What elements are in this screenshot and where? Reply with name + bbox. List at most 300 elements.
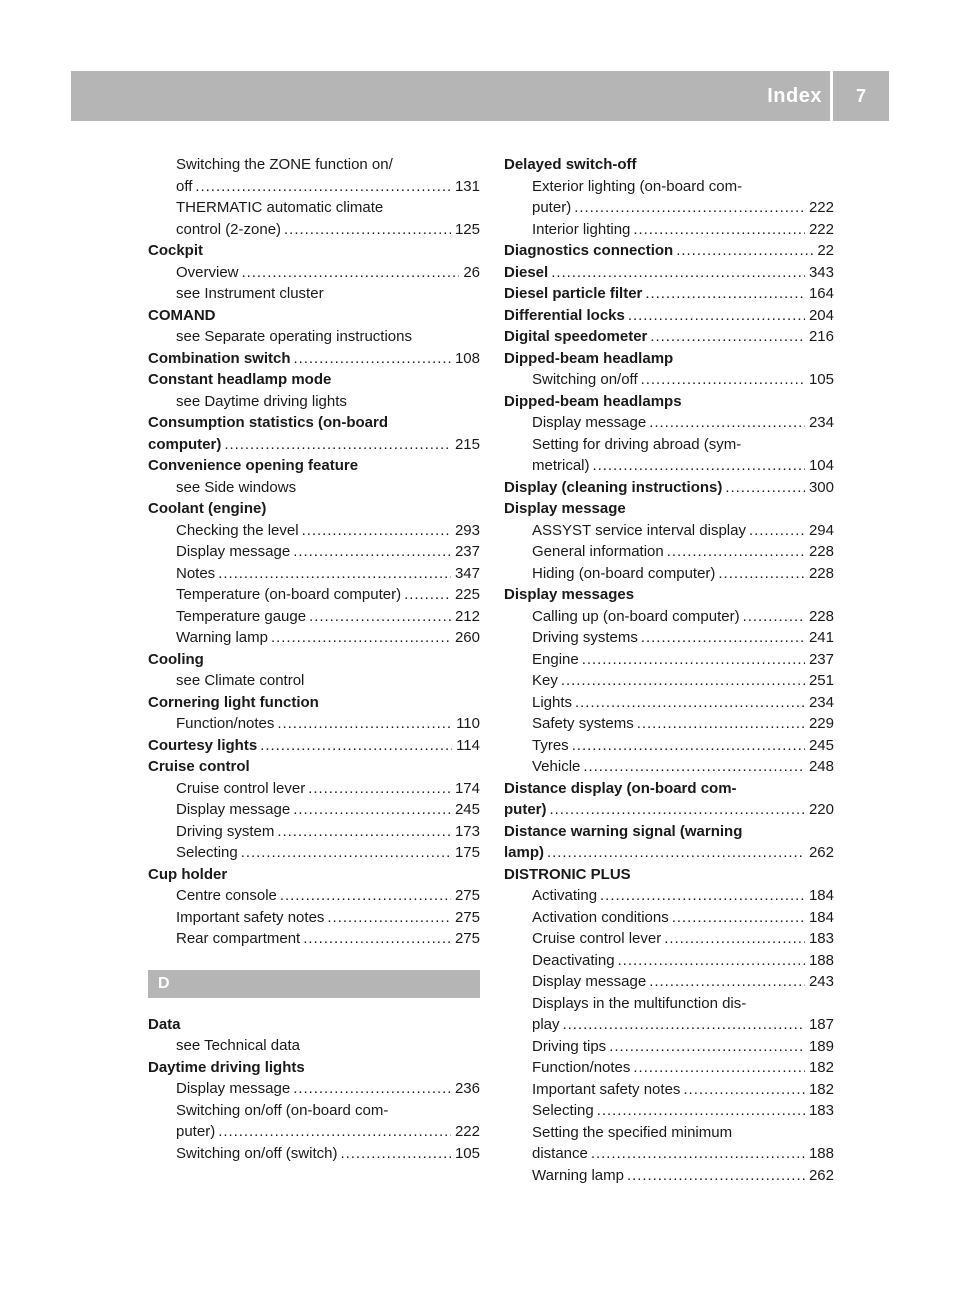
index-subentry	[504, 606, 834, 628]
index-subentry	[504, 950, 834, 972]
dot-leader	[683, 1079, 805, 1101]
dot-leader	[641, 369, 805, 391]
dot-leader	[241, 842, 451, 864]
entry-text: see Side windows	[176, 478, 297, 496]
entry-text: Overview	[176, 263, 239, 281]
dot-leader	[633, 1057, 805, 1079]
index-subentry	[504, 1036, 834, 1058]
index-entry	[504, 584, 834, 606]
dot-leader	[340, 1143, 451, 1165]
index-subentry	[504, 713, 834, 735]
dot-leader	[302, 520, 451, 542]
dot-leader	[280, 885, 451, 907]
entry-page-number[interactable]: 131	[454, 177, 480, 195]
entry-text: Differential locks	[504, 306, 625, 324]
entry-page-number[interactable]: 188	[808, 1145, 834, 1162]
dot-leader	[618, 950, 805, 972]
index-subentry	[504, 1014, 834, 1036]
index-entry	[148, 369, 480, 391]
entry-page-number[interactable]: 228	[808, 564, 834, 582]
entry-page-number[interactable]: 175	[454, 844, 480, 861]
entry-page-number[interactable]: 236	[454, 1080, 480, 1097]
entry-page-number[interactable]: 222	[454, 1123, 480, 1140]
index-entry	[148, 412, 480, 434]
index-subentry	[504, 369, 834, 391]
entry-text: Distance warning signal (warning	[504, 822, 743, 840]
left-column	[148, 154, 480, 1164]
index-subentry	[504, 1100, 834, 1122]
entry-page-number[interactable]: 275	[454, 887, 480, 904]
entry-text: THERMATIC automatic climate	[176, 199, 384, 216]
index-subentry	[148, 176, 480, 198]
index-list-d	[148, 1014, 480, 1165]
index-entry	[504, 799, 834, 821]
entry-text: Display (cleaning instructions)	[504, 478, 723, 496]
entry-text: Warning lamp	[176, 629, 268, 646]
entry-text: Driving systems	[532, 629, 638, 646]
entry-text: Important safety notes	[532, 1080, 681, 1098]
entry-text: Temperature gauge	[176, 607, 307, 625]
index-subentry	[504, 907, 834, 929]
index-list-c	[148, 154, 480, 950]
dot-leader	[563, 1014, 805, 1036]
entry-text: Data	[148, 1015, 181, 1033]
entry-page-number[interactable]: 173	[454, 822, 480, 840]
index-entry	[504, 864, 834, 886]
dot-leader	[271, 627, 451, 649]
index-subentry	[504, 993, 834, 1015]
entry-text: Interior lighting	[532, 220, 631, 238]
entry-page-number[interactable]: 228	[808, 607, 834, 625]
entry-page-number[interactable]: 228	[808, 543, 834, 560]
entry-text: Checking the level	[176, 521, 299, 539]
index-entry	[504, 391, 834, 413]
header-title: Index	[767, 85, 822, 107]
index-subentry	[148, 713, 480, 735]
index-entry	[148, 240, 480, 262]
entry-page-number[interactable]: 183	[808, 930, 834, 947]
entry-page-number[interactable]: 187	[808, 1016, 834, 1033]
right-column	[504, 154, 834, 1186]
entry-page-number[interactable]: 260	[454, 629, 480, 646]
entry-text: Switching on/off	[532, 371, 638, 388]
entry-text: Notes	[176, 564, 216, 582]
entry-text: Lights	[532, 693, 573, 711]
entry-text: ASSYST service interval display	[532, 521, 746, 539]
entry-page-number[interactable]: 108	[454, 349, 480, 367]
entry-text: Diesel	[504, 263, 549, 281]
entry-text: Centre console	[176, 887, 277, 904]
entry-text: off	[176, 177, 193, 195]
entry-text: Engine	[532, 650, 579, 668]
entry-page-number[interactable]: 243	[808, 973, 834, 990]
index-subentry	[148, 606, 480, 628]
entry-text: Warning lamp	[532, 1166, 624, 1184]
dot-leader	[650, 326, 805, 348]
dot-leader	[277, 821, 451, 843]
dot-leader	[574, 197, 805, 219]
index-entry	[504, 348, 834, 370]
index-subentry	[504, 1165, 834, 1187]
dot-leader	[327, 907, 451, 929]
entry-text: Display message	[176, 1080, 291, 1097]
index-subentry	[504, 1143, 834, 1165]
entry-text: play	[532, 1016, 560, 1033]
dot-leader	[195, 176, 451, 198]
entry-text: COMAND	[148, 306, 216, 324]
entry-page-number[interactable]: 184	[808, 887, 834, 904]
index-entry	[148, 756, 480, 778]
dot-leader	[293, 541, 451, 563]
index-entry	[148, 692, 480, 714]
entry-page-number[interactable]: 294	[808, 521, 834, 539]
dot-leader	[637, 713, 805, 735]
entry-page-number[interactable]: 220	[808, 801, 834, 818]
dot-leader	[293, 1078, 451, 1100]
index-entry	[504, 778, 834, 800]
entry-page-number[interactable]: 237	[454, 543, 480, 560]
index-subentry	[504, 971, 834, 993]
page-number: 7	[855, 86, 866, 106]
entry-text: see Daytime driving lights	[176, 392, 347, 410]
entry-text: Display messages	[504, 586, 635, 603]
entry-page-number[interactable]: 105	[454, 1144, 480, 1162]
index-subentry	[148, 262, 480, 284]
entry-text: Cruise control lever	[532, 930, 662, 947]
entry-text: Display message	[532, 973, 647, 990]
entry-text: see Separate operating instructions	[176, 328, 412, 345]
index-subentry	[504, 670, 834, 692]
entry-text: lamp)	[504, 844, 545, 861]
entry-text: Key	[532, 672, 558, 689]
index-subentry	[148, 391, 480, 413]
dot-leader	[641, 627, 805, 649]
entry-text: Activation conditions	[532, 908, 669, 926]
index-subentry	[148, 477, 480, 499]
index-subentry	[504, 1057, 834, 1079]
dot-leader	[284, 219, 451, 241]
entry-text: Activating	[532, 887, 598, 904]
entry-text: Selecting	[532, 1102, 594, 1119]
entry-page-number[interactable]: 237	[808, 650, 834, 668]
dot-leader	[575, 692, 805, 714]
entry-text: Display message	[532, 414, 647, 431]
entry-text: Switching on/off (on-board com-	[176, 1101, 389, 1119]
index-subentry	[504, 219, 834, 241]
entry-page-number[interactable]: 164	[808, 285, 834, 302]
dot-leader	[583, 756, 805, 778]
entry-text: Display message	[176, 543, 291, 560]
entry-text: computer)	[148, 435, 222, 453]
entry-text: Temperature (on-board computer)	[176, 586, 402, 603]
entry-text: Deactivating	[532, 951, 615, 969]
dot-leader	[547, 842, 805, 864]
entry-page-number[interactable]: 26	[463, 263, 480, 281]
entry-page-number[interactable]: 174	[454, 779, 480, 797]
dot-leader	[645, 283, 805, 305]
index-subentry	[148, 219, 480, 241]
dot-leader	[293, 799, 451, 821]
entry-page-number[interactable]: 125	[454, 220, 480, 238]
dot-leader	[224, 434, 451, 456]
entry-text: Driving tips	[532, 1037, 607, 1055]
dot-leader	[242, 262, 460, 284]
index-entry	[148, 348, 480, 370]
index-subentry	[504, 541, 834, 563]
entry-text: Dipped-beam headlamps	[504, 392, 682, 410]
entry-text: Cooling	[148, 650, 204, 668]
index-subentry	[504, 1079, 834, 1101]
entry-page-number[interactable]: 104	[808, 457, 834, 474]
index-entry	[148, 864, 480, 886]
index-subentry	[504, 649, 834, 671]
index-list-d-continued	[504, 154, 834, 1186]
dot-leader	[582, 649, 805, 671]
index-subentry	[148, 907, 480, 929]
dot-leader	[676, 240, 813, 262]
dot-leader	[609, 1036, 805, 1058]
entry-text: Exterior lighting (on-board com-	[532, 177, 743, 195]
index-subentry	[148, 799, 480, 821]
index-subentry	[148, 1078, 480, 1100]
index-entry	[504, 283, 834, 305]
dot-leader	[260, 735, 452, 757]
section-header-d: D	[148, 970, 480, 998]
entry-text: Delayed switch-off	[504, 156, 637, 173]
index-entry	[504, 154, 834, 176]
index-entry	[504, 240, 834, 262]
entry-text: see Climate control	[176, 672, 305, 689]
index-subentry	[148, 1035, 480, 1057]
entry-page-number[interactable]: 114	[456, 736, 480, 754]
index-entry	[148, 649, 480, 671]
entry-text: Cruise control lever	[176, 779, 306, 797]
index-entry	[504, 498, 834, 520]
entry-page-number[interactable]: 229	[808, 715, 834, 732]
entry-page-number[interactable]: 300	[808, 478, 834, 496]
entry-page-number[interactable]: 182	[808, 1059, 834, 1076]
entry-text: Important safety notes	[176, 908, 325, 926]
index-subentry	[148, 1143, 480, 1165]
entry-text: Calling up (on-board computer)	[532, 607, 740, 625]
index-entry	[504, 842, 834, 864]
dot-leader	[597, 1100, 805, 1122]
entry-text: puter)	[504, 801, 547, 818]
entry-text: Setting for driving abroad (sym-	[532, 435, 742, 453]
index-subentry	[148, 885, 480, 907]
dot-leader	[561, 670, 805, 692]
entry-page-number[interactable]: 182	[808, 1080, 834, 1098]
dot-leader	[743, 606, 805, 628]
entry-text: Coolant (engine)	[148, 500, 267, 517]
entry-text: Function/notes	[532, 1059, 631, 1076]
entry-page-number[interactable]: 343	[808, 263, 834, 281]
entry-text: puter)	[532, 199, 572, 216]
dot-leader	[725, 477, 805, 499]
dot-leader	[628, 305, 805, 327]
index-entry	[504, 326, 834, 348]
index-subentry	[148, 197, 480, 219]
dot-leader	[664, 928, 805, 950]
dot-leader	[277, 713, 452, 735]
dot-leader	[308, 778, 451, 800]
entry-page-number[interactable]: 234	[808, 693, 834, 711]
entry-page-number[interactable]: 262	[808, 844, 834, 861]
entry-text: Diagnostics connection	[504, 242, 674, 259]
entry-text: Safety systems	[532, 715, 634, 732]
index-entry	[148, 305, 480, 327]
entry-page-number[interactable]: 222	[808, 199, 834, 216]
index-subentry	[148, 563, 480, 585]
dot-leader	[667, 541, 805, 563]
entry-text: puter)	[176, 1123, 216, 1140]
index-subentry	[148, 670, 480, 692]
entry-text: Hiding (on-board computer)	[532, 564, 716, 582]
entry-page-number[interactable]: 248	[808, 758, 834, 775]
index-subentry	[504, 455, 834, 477]
index-subentry	[148, 778, 480, 800]
page-header	[71, 71, 889, 121]
entry-text: see Instrument cluster	[176, 285, 324, 302]
index-subentry	[148, 154, 480, 176]
index-subentry	[148, 283, 480, 305]
entry-page-number[interactable]: 275	[454, 908, 480, 926]
entry-page-number[interactable]: 22	[817, 242, 834, 259]
index-entry	[148, 498, 480, 520]
index-subentry	[148, 1121, 480, 1143]
dot-leader	[218, 1121, 451, 1143]
entry-page-number[interactable]: 245	[454, 801, 480, 818]
index-subentry	[148, 928, 480, 950]
dot-leader	[218, 563, 451, 585]
index-entry	[148, 1057, 480, 1079]
index-subentry	[504, 563, 834, 585]
dot-leader	[649, 971, 805, 993]
entry-page-number[interactable]: 275	[454, 930, 480, 947]
entry-text: Cup holder	[148, 865, 228, 883]
index-subentry	[148, 584, 480, 606]
dot-leader	[591, 1143, 805, 1165]
index-subentry	[504, 520, 834, 542]
index-subentry	[504, 885, 834, 907]
index-entry	[148, 735, 480, 757]
entry-text: Vehicle	[532, 758, 581, 775]
dot-leader	[600, 885, 805, 907]
entry-page-number[interactable]: 234	[808, 414, 834, 431]
dot-leader	[550, 799, 805, 821]
entry-page-number[interactable]: 188	[808, 951, 834, 969]
entry-page-number[interactable]: 251	[808, 672, 834, 689]
entry-page-number[interactable]: 293	[454, 521, 480, 539]
entry-page-number[interactable]: 222	[808, 220, 834, 238]
entry-text: Switching the ZONE function on/	[176, 156, 393, 173]
index-subentry	[504, 627, 834, 649]
index-subentry	[504, 434, 834, 456]
index-subentry	[504, 735, 834, 757]
dot-leader	[718, 563, 805, 585]
dot-leader	[404, 584, 451, 606]
entry-page-number[interactable]: 189	[808, 1037, 834, 1055]
entry-text: Setting the specified minimum	[532, 1123, 733, 1141]
entry-text: see Technical data	[176, 1037, 300, 1054]
entry-text: metrical)	[532, 457, 590, 474]
index-subentry	[148, 520, 480, 542]
dot-leader	[294, 348, 451, 370]
entry-page-number[interactable]: 262	[808, 1166, 834, 1184]
entry-text: Constant headlamp mode	[148, 371, 332, 388]
entry-text: distance	[532, 1145, 588, 1162]
index-subentry	[148, 541, 480, 563]
index-entry	[148, 434, 480, 456]
dot-leader	[649, 412, 805, 434]
dot-leader	[309, 606, 451, 628]
entry-text: Consumption statistics (on-board	[148, 414, 388, 431]
entry-text: Courtesy lights	[148, 736, 258, 754]
entry-page-number[interactable]: 204	[808, 306, 834, 324]
entry-page-number[interactable]: 216	[808, 328, 834, 345]
index-entry	[504, 477, 834, 499]
entry-text: Driving system	[176, 822, 275, 840]
index-entry	[504, 262, 834, 284]
entry-page-number[interactable]: 215	[454, 435, 480, 453]
dot-leader	[551, 262, 805, 284]
entry-text: Daytime driving lights	[148, 1058, 305, 1076]
entry-text: Cruise control	[148, 758, 250, 775]
entry-page-number[interactable]: 105	[808, 371, 834, 388]
dot-leader	[303, 928, 451, 950]
entry-text: Displays in the multifunction dis-	[532, 994, 747, 1012]
entry-page-number[interactable]: 225	[454, 586, 480, 603]
entry-text: Convenience opening feature	[148, 457, 359, 474]
entry-page-number[interactable]: 110	[456, 715, 480, 732]
entry-text: Rear compartment	[176, 930, 301, 947]
entry-text: General information	[532, 543, 664, 560]
index-subentry	[504, 412, 834, 434]
entry-text: control (2-zone)	[176, 220, 282, 238]
dot-leader	[593, 455, 805, 477]
entry-page-number[interactable]: 245	[808, 736, 834, 754]
entry-text: Display message	[176, 801, 291, 818]
entry-page-number[interactable]: 241	[808, 629, 834, 646]
index-subentry	[504, 197, 834, 219]
entry-text: Tyres	[532, 736, 569, 754]
index-subentry	[504, 692, 834, 714]
entry-text: Diesel particle filter	[504, 285, 643, 302]
index-subentry	[148, 627, 480, 649]
index-subentry	[504, 928, 834, 950]
index-entry	[504, 305, 834, 327]
dot-leader	[572, 735, 805, 757]
entry-page-number[interactable]: 347	[454, 564, 480, 582]
dot-leader	[633, 219, 805, 241]
entry-text: Selecting	[176, 844, 238, 861]
index-subentry	[504, 176, 834, 198]
index-subentry	[504, 756, 834, 778]
entry-text: Digital speedometer	[504, 328, 648, 345]
index-entry	[148, 1014, 480, 1036]
index-entry	[148, 455, 480, 477]
index-subentry	[504, 1122, 834, 1144]
entry-text: Cockpit	[148, 242, 204, 259]
dot-leader	[749, 520, 805, 542]
entry-text: DISTRONIC PLUS	[504, 865, 631, 883]
entry-page-number[interactable]: 184	[808, 908, 834, 926]
entry-page-number[interactable]: 212	[454, 607, 480, 625]
entry-page-number[interactable]: 183	[808, 1102, 834, 1119]
entry-text: Function/notes	[176, 715, 275, 732]
entry-text: Cornering light function	[148, 693, 319, 711]
dot-leader	[627, 1165, 805, 1187]
